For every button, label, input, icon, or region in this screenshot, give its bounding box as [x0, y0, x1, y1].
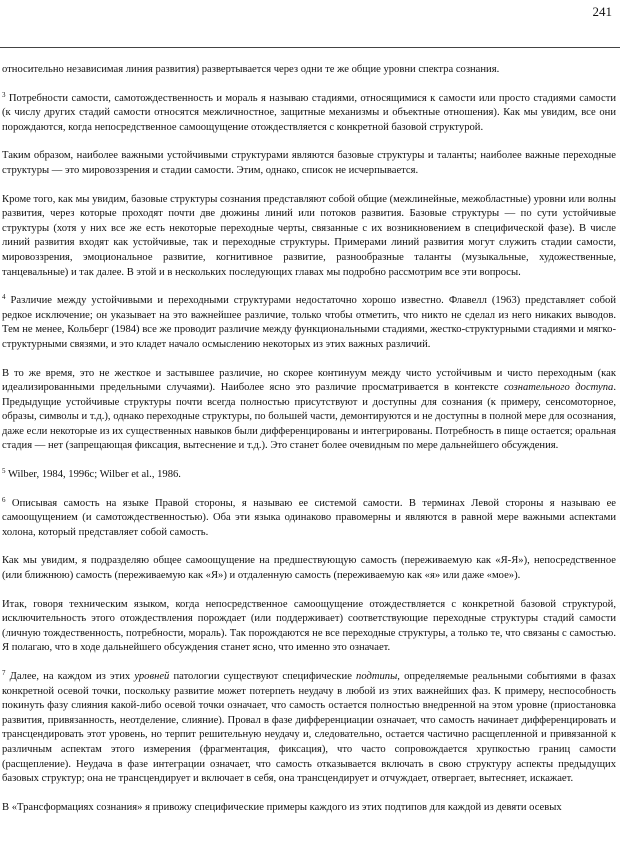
footnote-text: Потребности самости, самотождественность и мораль я называю стадиями, относящимися к самости или просто стадиями самости (к числу других стадий самости относятся межличностное, защитные механизмы и объектные отношения). Как мы увидим, все они порождаются, когда непосредственное самоощущение отождествляется с конкретной базовой структурой. [2, 92, 616, 133]
paragraph-continuation: относительно независимая линия развития) развертывается через одни те же общие уровни спектра сознания. [2, 64, 500, 75]
footnote-text: , определяемые реальными событиями в фазах конкретной осевой точки, поскольку развитие может потерпеть неудачу в любой из этих важнейших фаз. К примеру, неспособность покинуть фазу слияния какой-либо осевой точки означает, что самость остается полностью внедренной на этом уровне (приостановка развития, привязанность, неотделение, слияние). Провал в фазе дифференциации означает, что самость начинает дифференцировать и трансцендировать этот уровень, но терпит решительную неудачу и, следовательно, остается частично расщепленной и привязанной к различным аспектам этого измерения (фрагментация, фиксация), что часто сопровождается хрупкостью границ самости (расщепление). Неудача в фазе интеграции означает, что самость отказывается включать в свою структуру аспекты предыдущих базовых структур; она не трансцендирует и включает в себя, она трансцендирует и отчуждает, отвергает, вытесняет, искажает. [2, 671, 616, 785]
emphasis-text: подтипы [356, 671, 398, 682]
footnote-text: Wilber, 1984, 1996c; Wilber et al., 1986. [5, 469, 181, 481]
paragraph: Итак, говоря техническим языком, когда непосредственное самоощущение отождествляется с конкретной базовой структурой, исключительность этого отождествления порождает (или поддерживает) соответствующие переходные структуры стадий самости (личную тождественность, потребности, мораль). Так порождаются не все переходные структуры, а только те, что связаны с самостью. Я полагаю, что в ходе дальнейшего обсуждения станет ясно, что именно это означает. [2, 598, 616, 654]
emphasis-text: уровней [134, 671, 170, 682]
paragraph: В «Трансформациях сознания» я привожу специфические примеры каждого из этих подтипов для каждой из девяти осевых [2, 801, 562, 813]
footnote-marker: 6 [2, 495, 6, 504]
header-rule [0, 47, 620, 48]
footnote-text: патологии существуют специфические [169, 671, 357, 682]
footnote-text: Различие между устойчивыми и переходными структурами недостаточно хорошо известно. Флавелл (1963) представляет собой редкое исключение; он указывает на это важнейшее различие, только чтобы отметить, что никто не сделал из него никаких выводов. Тем не менее, Кольберг (1984) все же проводит различие между функциональными стадиями, жестко-структурными стадиями и мягко-структурными связями, и это кладет начало осмыслению некоторых из этих важных различий. [2, 295, 616, 350]
footnote-3 [2, 92, 616, 136]
paragraph [2, 367, 616, 455]
footnote-text: Описывая самость на языке Правой стороны, я называю ее системой самости. В терминах Левой стороны я называю ее самоощущением (и самотождественностью). Оба эти языка одинаково правомерны и являются в равной мере важными аспектами холона, который представляет собой самость. [2, 497, 616, 538]
footnote-5 [2, 468, 616, 483]
footnote-7 [2, 670, 616, 787]
paragraph-text: В то же время, это не жесткое и застывшее различие, но скорее континуум между чисто устойчивым и чисто переходным (как идеализированными предельными случаями). Наиболее ясно это различие просматривается в контексте [2, 367, 616, 394]
footnote-6 [2, 497, 616, 541]
footnote-marker: 3 [2, 90, 6, 99]
paragraph: Таким образом, наиболее важными устойчивыми структурами являются базовые структуры и таланты; наиболее важные переходные структуры — это мировоззрения и стадии самости. Этим, однако, список не исчерпывается. [2, 150, 616, 176]
footnote-marker: 4 [2, 293, 6, 302]
footnote-marker: 5 [2, 467, 6, 476]
footnote-4 [2, 294, 616, 352]
paragraph: Кроме того, как мы увидим, базовые структуры сознания представляют собой общие (межлинейные, межобластные) уровни или волны развития, через которые проходят почти две дюжины линий или потоков развития. Базовые структуры — по сути устойчивые структуры (хотя у них все же есть некоторые переходные черты, связанные с их возникновением в специфической фазе). В числе линий развития входят как устойчивые, так и переходные структуры. Примерами линий развития могут служить стадии самости, мировоззрения, эмоциональное развитие, когнитивное развитие, разнообразные таланты (музыкальные, художественные, танцевальные) и так далее. В этой и в нескольких последующих главах мы подробно рассмотрим все эти вопросы. [2, 193, 616, 278]
page-number: 241 [592, 4, 612, 19]
paragraph-text: . Предыдущие устойчивые структуры почти всегда полностью присутствуют и доступны для сознания (к примеру, сенсомоторное, образы, символы и т.д.), однако переходные структуры, по большей части, демонтируются и не доступны в полной мере для осознания, даже если некоторые из их существенных навыков были дифференцированы и интегрированы. Потребность в пище остается; оральная стадия — нет (запрещающая фиксация, вытеснение и т.д.). Это станет более очевидным по мере дальнейшего обсуждения. [2, 382, 617, 452]
footnote-marker: 7 [2, 669, 6, 677]
emphasis-text: сознательного доступа [503, 382, 614, 394]
paragraph: Как мы увидим, я подразделяю общее самоощущение на предшествующую самость (переживаемую как «Я-Я»), непосредственное (или ближнюю) самость (переживаемую как «Я») и отдаленную самость (переживаемую как «я» или даже «мое»). [2, 555, 616, 582]
footnote-text: Далее, на каждом из этих [5, 671, 135, 682]
document-body [2, 63, 616, 829]
